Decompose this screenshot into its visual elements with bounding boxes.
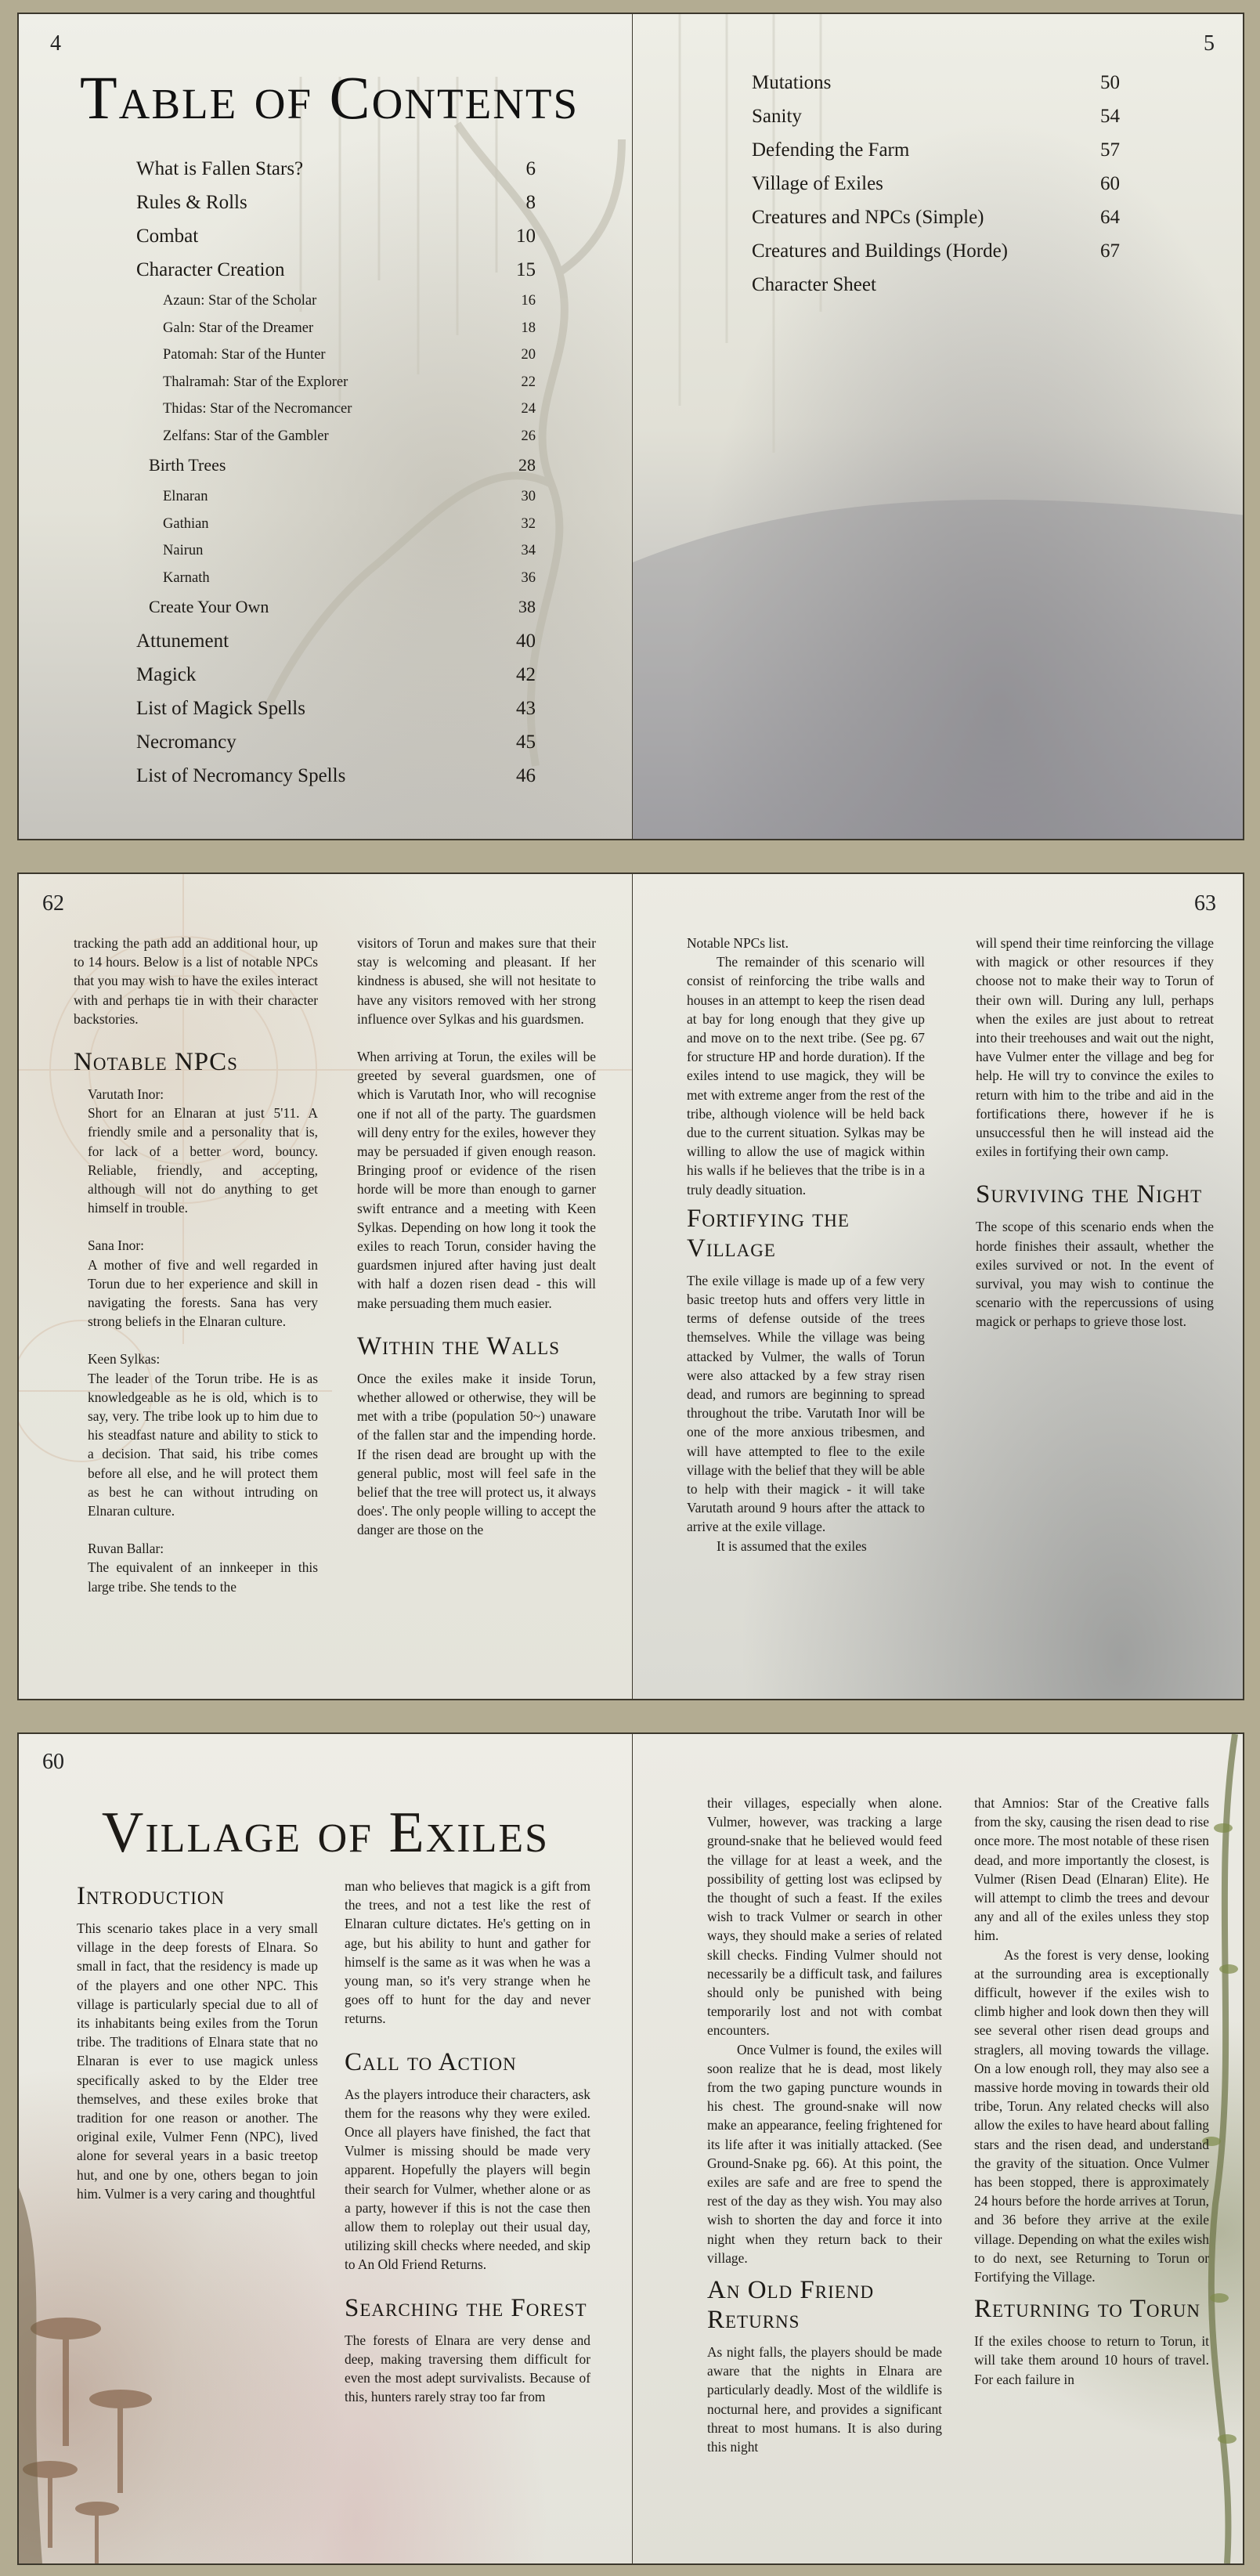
toc-entry-label: Defending the Farm	[752, 139, 910, 161]
page-number: 60	[42, 1750, 64, 1774]
paragraph: that Amnios: Star of the Creative falls from the sky, causing the risen dead to rise once more. The most notable of these risen dead, and more importantly the closest, is Vulmer (Risen Dead (Elnaran) Elite). He will attempt to climb the trees and devour any and all of the exiles unless they stop him.	[974, 1795, 1209, 1944]
npc-entry	[88, 1539, 318, 1596]
toc-entry-page: 32	[521, 515, 536, 532]
page-61	[633, 1734, 1243, 2563]
toc-entry-page: 10	[516, 226, 536, 247]
paragraph: The scope of this scenario ends when the horde finishes their assault, whether the exiles survived or not. In the event of survival, you may wish to continue the scenario with the repercussions of using magick or perhaps to grieve those lost.	[976, 1219, 1214, 1330]
paragraph: It is assumed that the exiles	[717, 1537, 867, 1554]
npc-description: Short for an Elnaran at just 5'11. A friendly smile and a personality that is, for lack of a better word, bouncy. Reliable, friendly, and accepting, although will not do anything to get himself in trouble.	[88, 1105, 318, 1216]
toc-entry-page: 50	[1100, 72, 1120, 93]
npc-name: Keen Sylkas:	[88, 1351, 161, 1367]
page-title: Table of Contents	[80, 63, 579, 132]
toc-entry-page: 40	[516, 630, 536, 652]
toc-entry-page: 67	[1100, 240, 1120, 262]
page-60	[19, 1734, 633, 2563]
npc-entry	[88, 1349, 318, 1520]
toc-entry-label: Necromancy	[136, 732, 236, 753]
toc-entry-page: 30	[521, 489, 536, 504]
section-heading: Surviving the Night	[976, 1180, 1203, 1209]
toc-entry-label: Creatures and Buildings (Horde)	[752, 240, 1009, 262]
page-number: 4	[50, 31, 61, 56]
section-heading: Notable NPCs	[74, 1048, 238, 1077]
toc-entry[interactable]	[752, 240, 1120, 274]
toc-entry[interactable]	[136, 374, 536, 402]
toc-entry-label: Magick	[136, 664, 197, 685]
toc-entry-label: List of Magick Spells	[136, 698, 305, 719]
toc-entry[interactable]	[136, 401, 536, 428]
paragraph: their villages, especially when alone. Vulmer, however, was tracking a large ground-snake that he believed would feed the village for at least a week, and the possibility of getting lost was eclipsed by the thought of such a feast. If the exiles wish to track Vulmer or search in other ways, they should make a series of related skill checks. Finding Vulmer should not necessarily be a difficult task, and failures should only be punished with being temporarily lost and not with combat encounters.	[707, 1795, 942, 2039]
toc-entry-label: List of Necromancy Spells	[136, 765, 346, 786]
toc-entry-page: 57	[1100, 139, 1120, 161]
spread-village-of-exiles	[17, 1732, 1244, 2565]
toc-entry[interactable]	[136, 698, 536, 732]
column-3	[707, 1794, 942, 2456]
toc-entry[interactable]	[136, 765, 536, 799]
toc-entry-page: 34	[521, 543, 536, 558]
page-63	[633, 874, 1243, 1699]
toc-entry[interactable]	[136, 570, 536, 598]
page-4	[19, 14, 633, 839]
column-4	[976, 934, 1214, 1350]
toc-entry-label: Elnaran	[163, 489, 208, 504]
paragraph: When arriving at Torun, the exiles will be greeted by several guardsmen, one of which is Varutath Inor, who will recognise one if not all of the party. The guardsmen will deny entry for the exiles, however they may be persuaded if given enough reason. Bringing proof or evidence of the risen horde will be more than enough to garner swift entrance and a meeting with Keen Sylkas. Depending on how long it took the exiles to reach Torun, consider having the guardsmen injured after having just dealt with half a dozen risen dead - this will make persuading them much easier.	[357, 1049, 596, 1311]
paragraph: The forests of Elnara are very dense and deep, making traversing them difficult for even the most adept survivalists. Because of this, hunters rarely stray too far from	[345, 2332, 590, 2405]
paragraph: visitors of Torun and makes sure that their stay is welcoming and pleasant. If her kindness is abused, she will not hesitate to have any visitors removed with her strong influence over Sylkas and his guardsmen.	[357, 935, 596, 1027]
section-heading: Call to Action	[345, 2047, 517, 2076]
paragraph: If the exiles choose to return to Torun, it will take them around 10 hours of travel. For each failure in	[974, 2333, 1209, 2387]
paragraph: Once Vulmer is found, the exiles will soon realize that he is dead, most likely from the two gaping puncture wounds in his chest. The ground-snake will now make an appearance, feeling frightened for its life after it was initially attacked. (See Ground-Snake pg. 66). At this point, the exiles are safe and are free to spend the rest of the day as they wish. You may also wish to shorten the day and force it into night when they return back to their village.	[707, 2041, 942, 2266]
spread-pages-62-63	[17, 873, 1244, 1700]
toc-entry-label: Nairun	[163, 543, 204, 558]
column-3	[687, 934, 925, 1555]
toc-entry[interactable]	[136, 293, 536, 320]
toc-entry-label: What is Fallen Stars?	[136, 158, 304, 179]
toc-entry-page: 16	[521, 293, 536, 309]
toc-entry-label: Zelfans: Star of the Gambler	[163, 428, 329, 444]
toc-entry[interactable]	[136, 543, 536, 570]
toc-entry-page: 43	[516, 698, 536, 719]
toc-entry[interactable]	[136, 347, 536, 374]
paragraph: As night falls, the players should be made aware that the nights in Elnara are particularly deadly. Most of the wildlife is nocturnal here, and provides a significant threat to most humans. It is also during this night	[707, 2344, 942, 2455]
toc-entry-page: 24	[521, 401, 536, 417]
npc-description: A mother of five and well regarded in Torun due to her experience and skill in navigating the forests. Sana has very strong beliefs in the Elnaran culture.	[88, 1256, 318, 1330]
toc-entry-label: Creatures and NPCs (Simple)	[752, 207, 984, 228]
paragraph: The remainder of this scenario will consist of reinforcing the tribe walls and houses in an attempt to keep the risen dead at bay for long enough that they give up and move on to the next tribe. (See pg. 67 for structure HP and horde duration). If the exiles intend to use magick, they will be met with extreme anger from the rest of the tribe, although violence will be held back due to the current situation. Sylkas may be willing to allow the use of magick within his walls if he believes that the tribe is in a truly deadly situation.	[687, 954, 925, 1198]
toc-entry-label: Azaun: Star of the Scholar	[163, 293, 317, 309]
toc-entry-page: 15	[516, 259, 536, 280]
toc-entry-page: 28	[518, 455, 536, 475]
npc-description: The equivalent of an innkeeper in this large tribe. She tends to the	[88, 1559, 318, 1595]
toc-entry[interactable]	[136, 516, 536, 544]
toc-entry-page: 20	[521, 347, 536, 363]
toc-entry-page: 46	[516, 765, 536, 786]
toc-entry[interactable]	[136, 226, 536, 259]
paragraph: Once the exiles make it inside Torun, whether allowed or otherwise, they will be met with a tribe (population 50~) unaware of the fallen star and the impending horde. If the risen dead are brought up with the general public, most will feel safe in the belief that the tree will protect us, it always does'. The only people willing to accept the danger are those on the	[357, 1370, 596, 1538]
toc-entry-page: 8	[525, 192, 536, 213]
toc-entry[interactable]	[136, 192, 536, 226]
toc-entry[interactable]	[136, 489, 536, 516]
toc-entry[interactable]	[752, 139, 1120, 173]
npc-name: Varutath Inor:	[88, 1086, 164, 1103]
toc-entry-page: 54	[1100, 106, 1120, 127]
page-title: Village of Exiles	[101, 1801, 550, 1865]
toc-entry[interactable]	[752, 72, 1120, 106]
toc-entry-page: 60	[1100, 173, 1120, 194]
toc-entry-label: Thalramah: Star of the Explorer	[163, 374, 348, 390]
section-heading: Fortifying the Village	[687, 1204, 850, 1263]
page-number: 63	[1194, 891, 1216, 916]
toc-entry-label: Character Creation	[136, 259, 285, 280]
spread-table-of-contents	[17, 13, 1244, 840]
section-heading: Searching the Forest	[345, 2293, 587, 2322]
toc-list-left	[136, 158, 536, 799]
npc-name: Ruvan Ballar:	[88, 1541, 164, 1557]
toc-entry[interactable]	[752, 274, 1120, 308]
section-heading: An Old Friend Returns	[707, 2276, 875, 2335]
npc-name: Sana Inor:	[88, 1237, 144, 1254]
toc-entry[interactable]	[136, 732, 536, 765]
column-4	[974, 1794, 1209, 2389]
toc-entry-page: 26	[521, 428, 536, 444]
toc-entry-page: 64	[1100, 207, 1120, 228]
toc-entry[interactable]	[136, 597, 536, 630]
toc-entry-label: Character Sheet	[752, 274, 876, 295]
section-heading: Within the Walls	[357, 1331, 560, 1360]
column-2	[345, 1877, 590, 2406]
section-heading: Introduction	[77, 1882, 226, 1910]
toc-entry-label: Galn: Star of the Dreamer	[163, 320, 314, 336]
toc-entry-page: 22	[521, 374, 536, 390]
toc-entry[interactable]	[136, 630, 536, 664]
toc-entry-page: 6	[525, 158, 536, 179]
page-5	[633, 14, 1243, 839]
paragraph: The exile village is made up of a few very basic treetop huts and offers very little in terms of defense outside of the trees themselves. While the village was being attacked by Vulmer, the walls of Torun were also attacked by a few stray risen dead, and rumors are beginning to spread throughout the tribe. Varutath Inor will be one of the more anxious tribesmen, and will have attempted to flee to the exile village with the belief that they will be able to help with their magick - it will take Varutath around 9 hours after the attack to arrive at the exile village.	[687, 1272, 925, 1535]
toc-entry-label: Thidas: Star of the Necromancer	[163, 401, 352, 417]
toc-entry[interactable]	[752, 207, 1120, 240]
toc-entry-page: 42	[516, 664, 536, 685]
toc-entry-label: Sanity	[752, 106, 802, 127]
page-62	[19, 874, 633, 1699]
toc-entry[interactable]	[136, 158, 536, 192]
paragraph: As the players introduce their characters, ask them for the reasons why they were exiled. Once all players have finished, the fact that Vulmer is missing should be made very apparent. Hopefully the players will begin their search for Vulmer, whether alone or as a party, however if this is not the case then allow them to roleplay out their usual day, utilizing skill checks where needed, and skip to An Old Friend Returns.	[345, 2086, 590, 2273]
npc-entry	[88, 1236, 318, 1331]
toc-entry-label: Combat	[136, 226, 199, 247]
paragraph: This scenario takes place in a very small village in the deep forests of Elnara. So small in fact, that the residency is made up of the players and one other NPC. This village is particularly special due to all of its inhabitants being exiles from the Torun tribe. The traditions of Elnara state that no Elnaran is ever to use magick unless specifically asked to by the Elder tree themselves, and these exiles broke that tradition for one reason or another. The original exile, Vulmer Fenn (NPC), lived alone for several years in a basic treetop hut, and one by one, others began to join him. Vulmer is a very caring and thoughtful	[77, 1920, 318, 2202]
toc-entry-page: 45	[516, 732, 536, 753]
toc-entry-label: Mutations	[752, 72, 832, 93]
toc-entry-label: Village of Exiles	[752, 173, 883, 194]
toc-entry-label: Patomah: Star of the Hunter	[163, 347, 326, 363]
toc-entry[interactable]	[136, 664, 536, 698]
paragraph: As the forest is very dense, looking at the surrounding area is exceptionally difficult, however if the exiles wish to climb higher and look down then they will see several other risen dead groups and straglers, all moving towards the village. On a low enough roll, they may also see a massive horde moving in towards their old tribe, Torun. Any related checks will also allow the exiles to have heard about falling stars and the risen dead, and understand the gravity of the situation. Once Vulmer has been stopped, there is approximately 24 hours before the horde arrives at Torun, and 36 before they arrive at the exile village. Depending on what the exiles wish to do next, see Returning to Torun or Fortifying the Village.	[974, 1946, 1209, 2285]
paragraph: will spend their time reinforcing the village with magick or other resources if they choose not to make their way to Torun of their own will. During any lull, perhaps when the exiles are just about to retreat into their treehouses and wait out the night, have Vulmer enter the village and beg for help. He will try to convince the exiles to return with him to the tribe and aid in the fortifications there, however if he is unsuccessful then he will instead aid the exiles in fortifying their own camp.	[976, 935, 1214, 1160]
column-2	[357, 934, 596, 1540]
toc-entry-page: 18	[521, 320, 536, 336]
npc-list	[74, 1085, 318, 1596]
toc-entry-label: Create Your Own	[149, 597, 269, 616]
toc-entry-page: 36	[521, 569, 536, 586]
toc-entry[interactable]	[752, 106, 1120, 139]
toc-entry-label: Birth Trees	[149, 455, 226, 475]
page-number: 5	[1204, 31, 1215, 56]
toc-entry[interactable]	[136, 259, 536, 293]
toc-entry-label: Gathian	[163, 515, 209, 532]
npc-entry	[88, 1085, 318, 1217]
column-1	[74, 934, 318, 1596]
npc-description: The leader of the Torun tribe. He is as knowledgeable as he is old, which is to say, very. The tribe look up to him due to his steadfast nature and ability to stick to a decision. That said, his tribe comes before all else, and he will protect them as best he can without intruding on Elnaran culture.	[88, 1370, 318, 1519]
toc-entry[interactable]	[136, 455, 536, 489]
toc-entry-label: Attunement	[136, 630, 229, 652]
toc-entry-page: 38	[518, 597, 536, 616]
section-heading: Returning to Torun	[974, 2295, 1201, 2324]
toc-entry-label: Rules & Rolls	[136, 192, 247, 213]
page-number: 62	[42, 891, 64, 916]
paragraph: man who believes that magick is a gift from the trees, and not a test like the rest of Elnaran culture dictates. He's getting on in age, but his ability to hunt and gather for himself is the same as it was when he was a young man, so it's very strange when he goes off to hunt for the day and never returns.	[345, 1878, 590, 2027]
toc-entry-label: Karnath	[163, 569, 210, 586]
column-1	[77, 1877, 318, 2203]
paragraph: Notable NPCs list.	[687, 935, 789, 951]
toc-list-right	[752, 72, 1120, 308]
paragraph: tracking the path add an additional hour, up to 14 hours. Below is a list of notable NPCs that you may wish to have the exiles interact with and perhaps tie in with their character backstories.	[74, 935, 318, 1027]
toc-entry[interactable]	[752, 173, 1120, 207]
toc-entry[interactable]	[136, 320, 536, 348]
toc-entry[interactable]	[136, 428, 536, 456]
